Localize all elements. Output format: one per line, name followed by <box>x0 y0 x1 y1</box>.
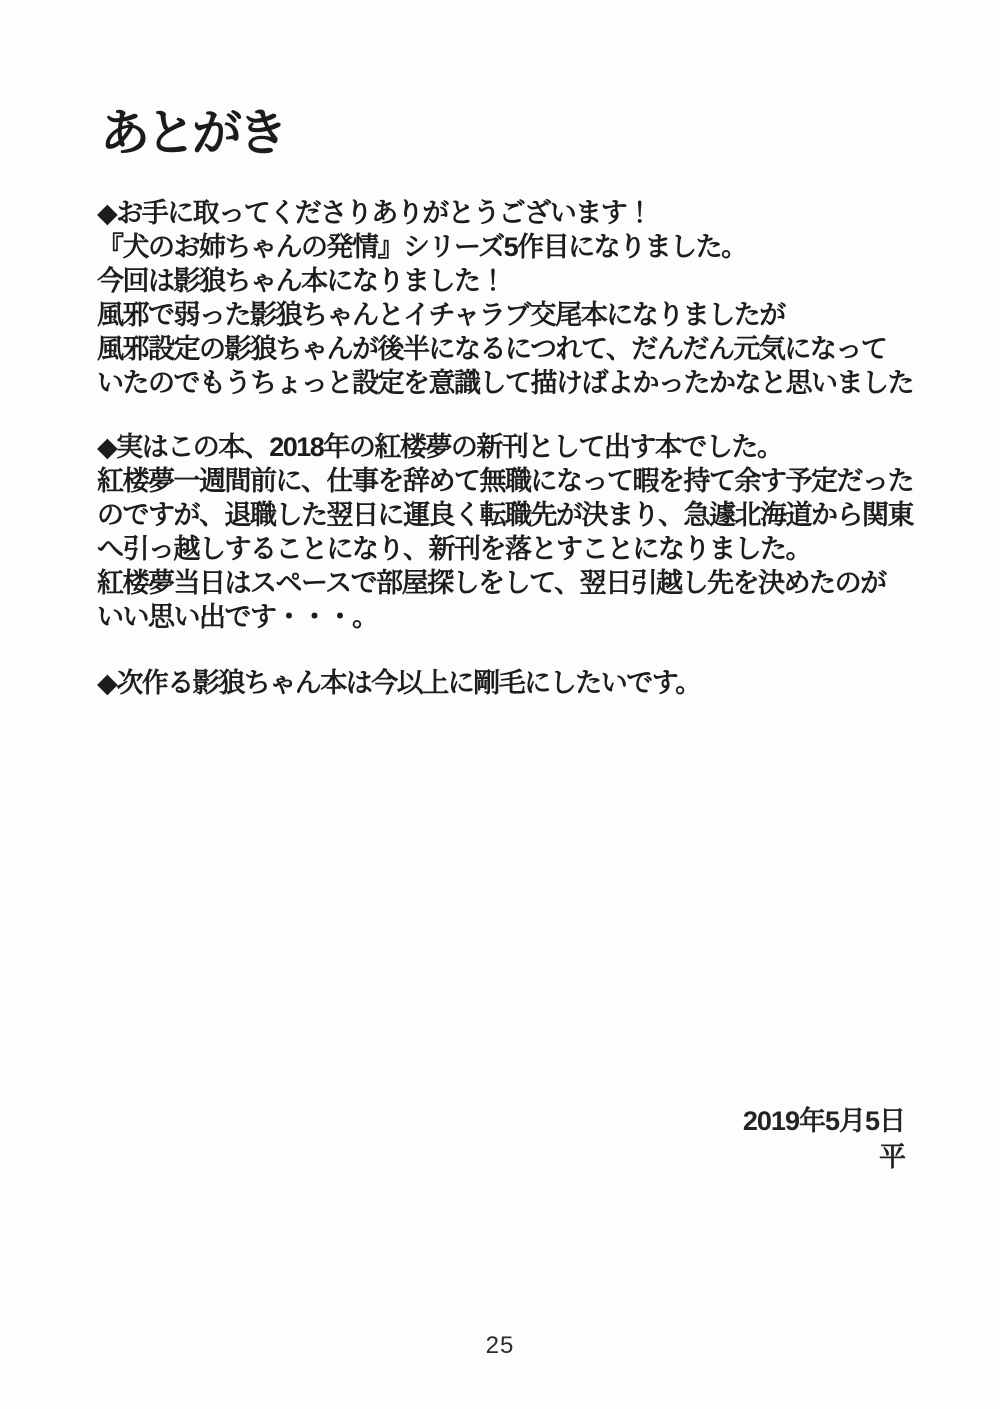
paragraph-line: いたのでもうちょっと設定を意識して描けばよかったかなと思いました <box>97 368 913 398</box>
paragraph-line: のですが、退職した翌日に運良く転職先が決まり、急遽北海道から関東 <box>97 500 913 530</box>
publication-date: 2019年5月5日 <box>742 1106 905 1136</box>
paragraph-line: 紅楼夢当日はスペースで部屋探しをして、翌日引越し先を決めたのが <box>97 568 886 598</box>
paragraph-line: ◆お手に取ってくださりありがとうございます！ <box>97 198 652 228</box>
paragraph-line: ◆実はこの本、2018年の紅楼夢の新刊として出す本でした。 <box>97 432 783 462</box>
paragraph-line: 『犬のお姉ちゃんの発情』シリーズ5作目になりました。 <box>97 232 747 262</box>
afterword-paragraph-2 <box>97 430 940 634</box>
afterword-paragraph-1 <box>97 196 940 400</box>
page-title: あとがき <box>100 105 284 161</box>
paragraph-line: ◆次作る影狼ちゃん本は今以上に剛毛にしたいです。 <box>97 668 701 698</box>
page-number: 25 <box>485 1332 515 1359</box>
paragraph-line: 風邪で弱った影狼ちゃんとイチャラブ交尾本になりましたが <box>97 300 785 330</box>
paragraph-line: 風邪設定の影狼ちゃんが後半になるにつれて、だんだん元気になって <box>97 334 887 364</box>
author-signature: 平 <box>879 1142 905 1172</box>
colophon <box>743 1103 905 1175</box>
paragraph-line: いい思い出です・・・。 <box>97 602 378 632</box>
afterword-paragraph-3 <box>97 666 940 700</box>
paragraph-line: へ引っ越しすることになり、新刊を落とすことになりました。 <box>97 534 811 564</box>
paragraph-line: 紅楼夢一週間前に、仕事を辞めて無職になって暇を持て余す予定だった <box>97 466 913 496</box>
paragraph-line: 今回は影狼ちゃん本になりました！ <box>97 266 505 296</box>
